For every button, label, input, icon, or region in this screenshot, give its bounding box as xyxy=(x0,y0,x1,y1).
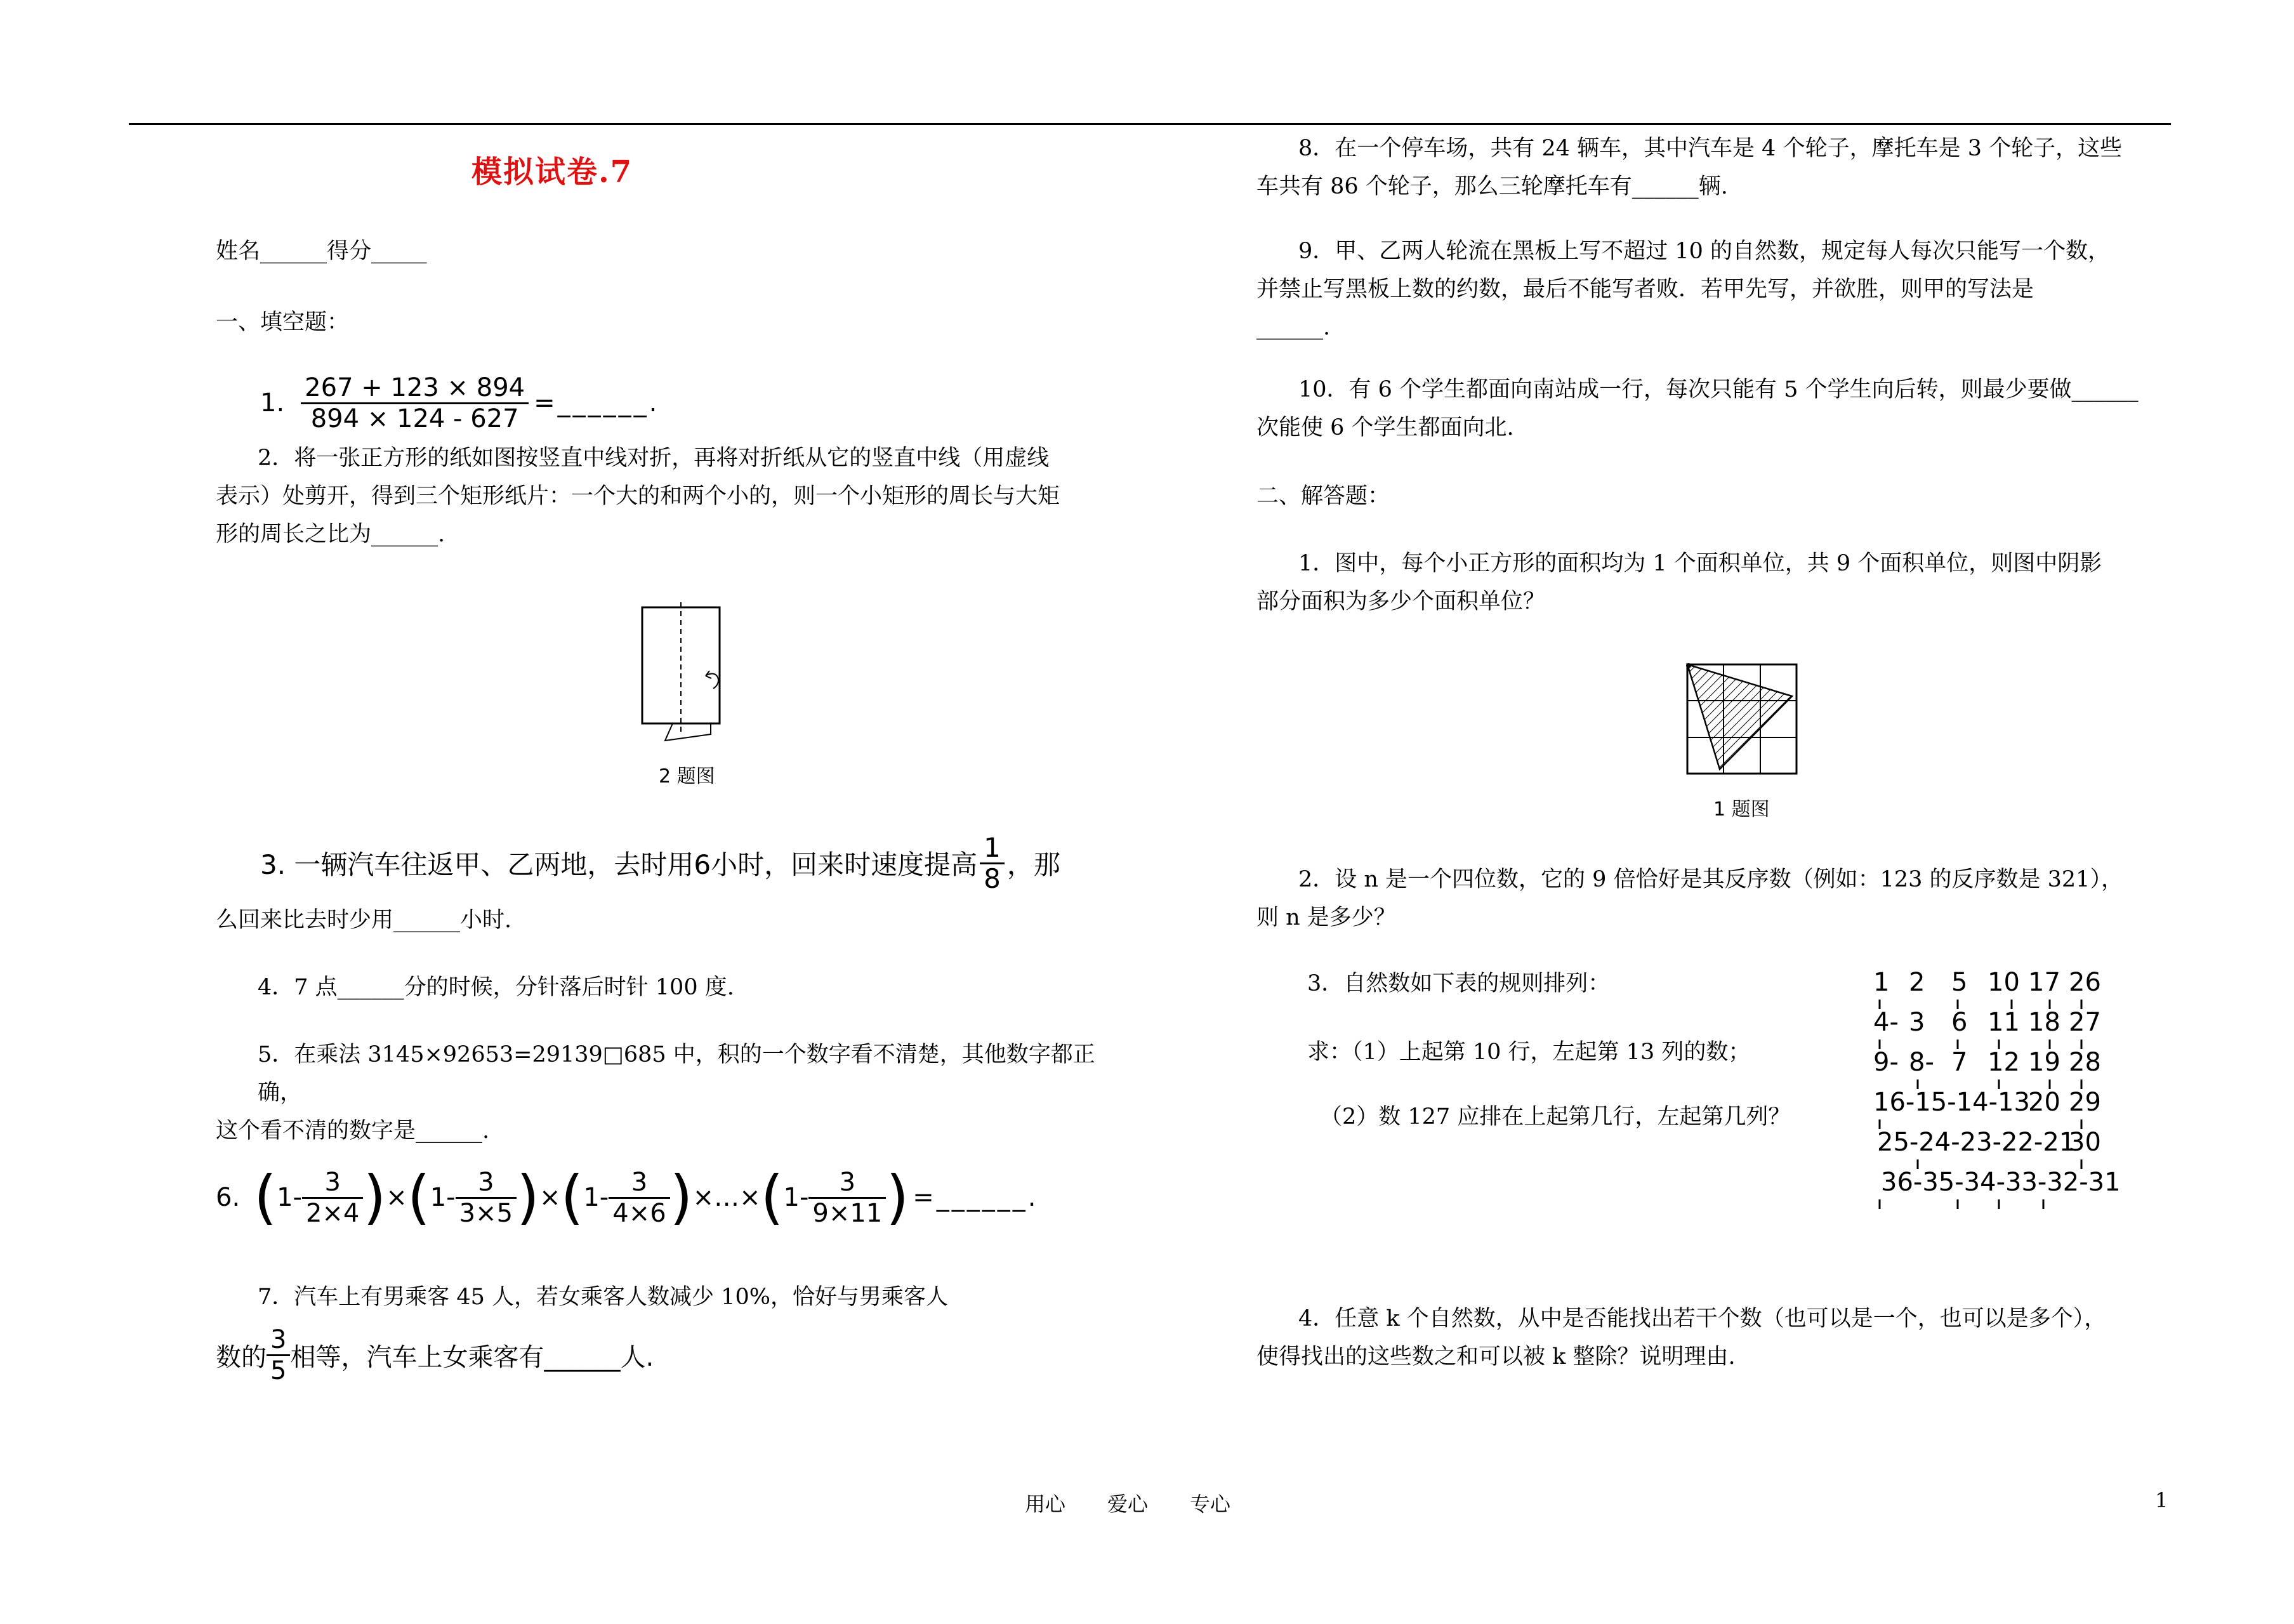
q6-paren-close-1: ) xyxy=(363,1163,386,1231)
q3-frac-num: 1 xyxy=(980,833,1005,864)
a4-line-1: 4．任意 k 个自然数，从中是否能找出若干个数（也可以是一个，也可以是多个）， xyxy=(1298,1306,2107,1331)
table-cell: 26 xyxy=(2069,968,2101,997)
q7-frac-den: 5 xyxy=(270,1356,287,1385)
q6-term3-num: 3 xyxy=(609,1168,669,1199)
q3-line-2: 么回来比去时少用______小时. xyxy=(216,908,512,933)
q2-line-3: 形的周长之比为______. xyxy=(216,522,445,547)
q6-term3-den: 4×6 xyxy=(612,1198,666,1228)
q6-term2-num: 3 xyxy=(456,1168,517,1199)
question-3 xyxy=(260,831,1060,895)
question-8 xyxy=(1256,129,2170,206)
q6-term1-den: 2×4 xyxy=(305,1198,360,1228)
table-cell: 20 xyxy=(2028,1088,2060,1117)
a1-grid-figure xyxy=(1683,660,1801,778)
a3-number-table xyxy=(1866,965,2132,1218)
header-rule xyxy=(129,123,2171,125)
q6-paren-close-3: ) xyxy=(669,1163,693,1231)
q6-term1-fraction xyxy=(302,1168,363,1228)
table-cell: 1 xyxy=(1873,968,1890,997)
table-cell: 4- xyxy=(1873,1008,1899,1037)
table-cell: 19 xyxy=(2028,1048,2060,1077)
table-cell: 16-15-14-13 xyxy=(1873,1088,2030,1117)
q3-frac-den: 8 xyxy=(984,862,1001,894)
q7-line-2 xyxy=(216,1320,654,1390)
student-info-line: 姓名______得分_____ xyxy=(216,239,427,264)
q2-line-1: 2．将一张正方形的纸如图按竖直中线对折，再将对折纸从它的竖直中线（用虚线 xyxy=(258,446,1050,471)
q6-term3-one: 1- xyxy=(583,1183,609,1212)
answer-question-1 xyxy=(1256,545,2170,621)
question-9 xyxy=(1256,232,2170,347)
question-1-fill xyxy=(260,368,659,438)
table-cell: 36-35-34-33-32-31 xyxy=(1881,1168,2121,1197)
a1-figure-caption: 1 题图 xyxy=(1713,798,1770,821)
q6-term3-fraction xyxy=(609,1168,669,1228)
q1-fraction xyxy=(301,373,529,433)
a2-line-2: 则 n 是多少？ xyxy=(1256,905,1396,930)
table-cell: 6 xyxy=(1951,1008,1968,1037)
a2-line-1: 2．设 n 是一个四位数，它的 9 倍恰好是其反序数（例如：123 的反序数是 321）， xyxy=(1298,867,2123,892)
q9-line-2: 并禁止写黑板上数的约数，最后不能写者败．若甲先写，并欲胜，则甲的写法是 xyxy=(1256,277,2034,302)
q7-line2-pre: 数的 xyxy=(216,1342,267,1372)
answer-question-4 xyxy=(1256,1300,2170,1376)
q1-denominator: 894 × 124 - 627 xyxy=(310,404,519,433)
question-10 xyxy=(1256,371,2170,447)
q8-line-2: 车共有 86 个轮子，那么三轮摩托车有______辆. xyxy=(1256,174,1728,199)
question-2 xyxy=(216,439,1130,553)
table-cell: 30 xyxy=(2069,1128,2101,1157)
table-cell: 18 xyxy=(2028,1008,2060,1037)
section1-heading: 一、填空题： xyxy=(216,310,350,335)
table-cell: 8- xyxy=(1909,1048,1934,1077)
q3-line1-text: 3. 一辆汽车往返甲、乙两地，去时用6小时，回来时速度提高 xyxy=(260,849,978,880)
q6-term2-fraction xyxy=(456,1168,517,1228)
q6-term4-den: 9×11 xyxy=(812,1198,883,1228)
q8-line-1: 8．在一个停车场，共有 24 辆车，其中汽车是 4 个轮子，摩托车是 3 个轮子，这些 xyxy=(1298,136,2123,161)
footer-text-left: 用心 xyxy=(1025,1492,1066,1516)
q6-term1-one: 1- xyxy=(277,1183,302,1212)
q6-term2-den: 3×5 xyxy=(459,1198,513,1228)
table-cell: 11 xyxy=(1987,1008,2020,1037)
table-cell: 12 xyxy=(1987,1048,2020,1077)
q9-line-3: ______. xyxy=(1256,315,1331,340)
table-cell: 2 xyxy=(1909,968,1925,997)
q6-ellipsis: ×…× xyxy=(692,1183,761,1212)
q1-number: 1. xyxy=(260,388,285,418)
footer-text-middle: 爱心 xyxy=(1107,1492,1149,1516)
a1-line-2: 部分面积为多少个面积单位？ xyxy=(1256,589,1546,614)
page-title: 模拟试卷.7 xyxy=(471,154,633,190)
q7-line2-post: 相等，汽车上女乘客有______人. xyxy=(290,1342,654,1372)
q7-fraction xyxy=(267,1325,290,1385)
q7-line-1: 7．汽车上有男乘客 45 人，若女乘客人数减少 10%，恰好与男乘客人 xyxy=(258,1284,948,1310)
question-4: 4．7 点______分的时候，分针落后时针 100 度. xyxy=(258,975,734,1000)
q6-answer-blank: =______. xyxy=(913,1183,1039,1212)
q2-figure-caption: 2 题图 xyxy=(659,765,715,788)
q6-term4-one: 1- xyxy=(783,1183,809,1212)
footer-text-right: 专心 xyxy=(1190,1492,1231,1516)
table-cell: 29 xyxy=(2069,1088,2101,1117)
q6-times-1: × xyxy=(386,1183,407,1212)
a3-intro: 3．自然数如下表的规则排列： xyxy=(1307,971,1611,996)
q1-numerator: 267 + 123 × 894 xyxy=(301,373,529,404)
table-cell: 17 xyxy=(2028,968,2060,997)
table-cell: 7 xyxy=(1951,1048,1968,1077)
q6-paren-open-2: ( xyxy=(407,1163,430,1231)
q6-paren-open-4: ( xyxy=(760,1163,784,1231)
q6-term4-fraction xyxy=(808,1168,886,1228)
q10-line-1: 10．有 6 个学生都面向南站成一行，每次只能有 5 个学生向后转，则最少要做______ xyxy=(1298,377,2139,402)
section2-heading: 二、解答题： xyxy=(1256,484,1390,509)
q7-frac-num: 3 xyxy=(267,1325,290,1356)
q6-term1-num: 3 xyxy=(302,1168,363,1199)
q5-line-2: 这个看不清的数字是______. xyxy=(216,1118,490,1144)
q5-line-1: 5．在乘法 3145×92653=29139□685 中，积的一个数字看不清楚，其他数字都正确， xyxy=(258,1042,1095,1106)
q3-fraction xyxy=(980,833,1005,894)
q2-folded-paper-figure xyxy=(635,600,742,746)
table-cell: 5 xyxy=(1951,968,1968,997)
q10-line-2: 次能使 6 个学生都面向北. xyxy=(1256,415,1514,440)
question-5 xyxy=(216,1036,1130,1150)
a3-table-connectors xyxy=(1866,965,2132,1218)
a1-line-1: 1．图中，每个小正方形的面积均为 1 个面积单位，共 9 个面积单位，则图中阴影 xyxy=(1298,551,2102,576)
q6-paren-close-2: ) xyxy=(517,1163,539,1231)
a4-line-2: 使得找出的这些数之和可以被 k 整除？说明理由. xyxy=(1256,1344,1736,1370)
a3-ask-1: 求：（1）上起第 10 行，左起第 13 列的数； xyxy=(1307,1040,1751,1065)
q6-term4-num: 3 xyxy=(808,1168,886,1199)
table-cell: 28 xyxy=(2069,1048,2101,1077)
q6-paren-open-1: ( xyxy=(254,1163,277,1231)
table-cell: 9- xyxy=(1873,1048,1899,1077)
question-6 xyxy=(216,1156,1038,1239)
table-cell: 10 xyxy=(1987,968,2020,997)
a3-ask-2: （2）数 127 应排在上起第几行，左起第几列？ xyxy=(1320,1104,1791,1130)
q3-line1-end: ，那 xyxy=(1006,849,1060,880)
table-cell: 27 xyxy=(2069,1008,2101,1037)
page-number: 1 xyxy=(2155,1488,2168,1512)
q6-term2-one: 1- xyxy=(430,1183,456,1212)
table-cell: 25-24-23-22-21 xyxy=(1877,1128,2076,1157)
q9-line-1: 9．甲、乙两人轮流在黑板上写不超过 10 的自然数，规定每人每次只能写一个数， xyxy=(1298,239,2111,264)
answer-question-2 xyxy=(1256,861,2170,937)
q6-times-2: × xyxy=(539,1183,561,1212)
table-cell: 3 xyxy=(1909,1008,1925,1037)
q2-line-2: 表示）处剪开，得到三个矩形纸片：一个大的和两个小的，则一个小矩形的周长与大矩 xyxy=(216,484,1060,509)
q1-answer-blank: =______. xyxy=(534,388,660,418)
q6-paren-open-3: ( xyxy=(560,1163,584,1231)
q6-paren-close-4: ) xyxy=(886,1163,909,1231)
q6-number: 6. xyxy=(216,1183,241,1212)
